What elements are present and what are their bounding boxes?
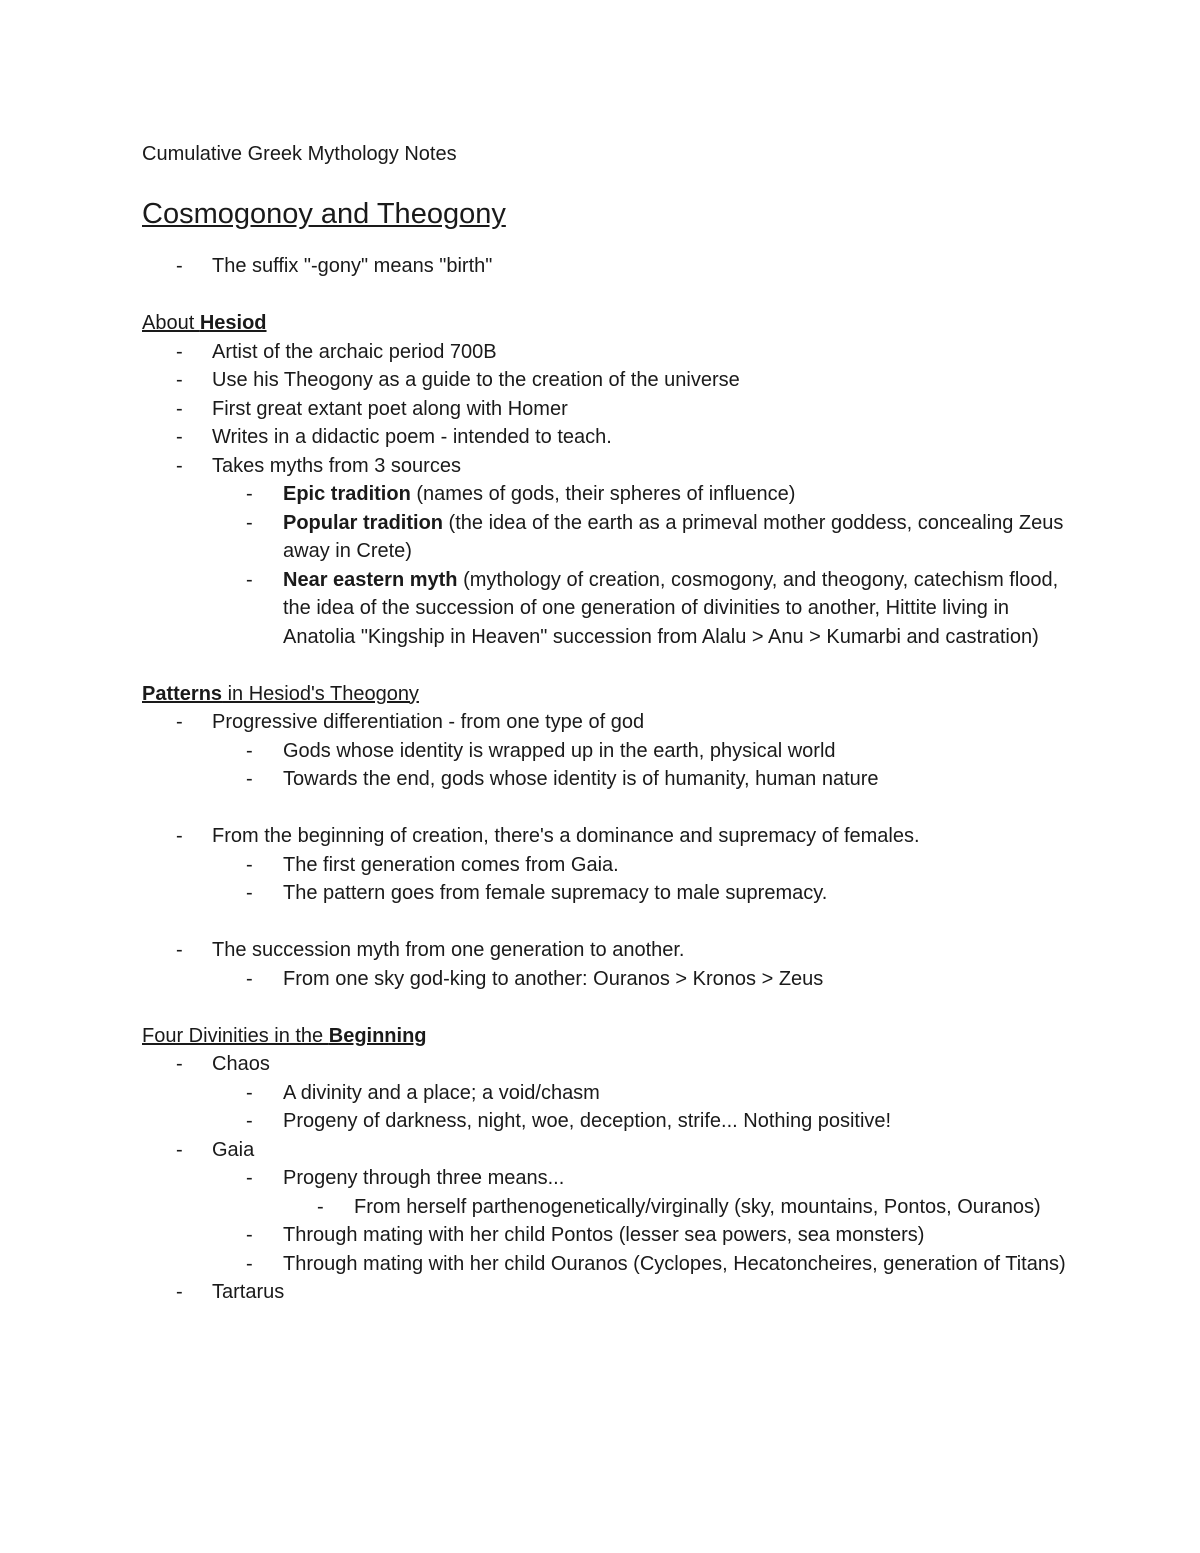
dash-bullet: - bbox=[317, 1195, 324, 1218]
list-item: - Epic tradition (names of gods, their spheres of influence) bbox=[142, 480, 1082, 509]
dash-bullet: - bbox=[176, 397, 183, 420]
document-title: Cumulative Greek Mythology Notes bbox=[142, 143, 457, 165]
dash-bullet: - bbox=[176, 1281, 183, 1303]
list-item: - Takes myths from 3 sources bbox=[142, 452, 1082, 481]
sources-list bbox=[142, 480, 1082, 651]
dash-bullet: - bbox=[176, 340, 183, 363]
section-heading-cosmogony: Cosmogonoy and Theogony bbox=[142, 198, 506, 230]
list-item: - The pattern goes from female supremacy to male supremacy. bbox=[142, 879, 1082, 908]
dash-bullet: - bbox=[176, 825, 183, 847]
list-item: - Use his Theogony as a guide to the creation of the universe bbox=[142, 366, 1082, 395]
dash-bullet: - bbox=[246, 853, 253, 876]
dash-bullet: - bbox=[246, 1167, 253, 1189]
dash-bullet: - bbox=[246, 1110, 253, 1132]
dash-bullet: - bbox=[176, 426, 183, 448]
list-item: - The first generation comes from Gaia. bbox=[142, 851, 1082, 880]
hesiod-list bbox=[142, 338, 1082, 481]
list-item: - From one sky god-king to another: Ouranos > Kronos > Zeus bbox=[142, 965, 1082, 994]
dash-bullet: - bbox=[176, 1053, 183, 1075]
list-item: - Popular tradition (the idea of the earth as a primeval mother goddess, concealing Zeus away in Crete) bbox=[142, 509, 1082, 566]
list-item: - Artist of the archaic period 700B bbox=[142, 338, 1082, 367]
dash-bullet: - bbox=[176, 255, 183, 277]
dash-bullet: - bbox=[176, 454, 183, 477]
list-item: - From the beginning of creation, there's a dominance and supremacy of females. bbox=[142, 822, 1082, 851]
dash-bullet: - bbox=[246, 967, 253, 990]
list-item: - Writes in a didactic poem - intended to teach. bbox=[142, 423, 1082, 452]
intro-list bbox=[142, 252, 1082, 281]
list-item: - Tartarus bbox=[142, 1278, 1082, 1307]
list-item: - Through mating with her child Ouranos (Cyclopes, Hecatoncheires, generation of Titans) bbox=[142, 1250, 1082, 1279]
dash-bullet: - bbox=[246, 739, 253, 762]
dash-bullet: - bbox=[176, 939, 183, 961]
list-item: - Through mating with her child Pontos (lesser sea powers, sea monsters) bbox=[142, 1221, 1082, 1250]
list-item: - A divinity and a place; a void/chasm bbox=[142, 1079, 1082, 1108]
document-page bbox=[142, 140, 1082, 1307]
list-item: - The suffix "-gony" means "birth" bbox=[142, 252, 1082, 281]
list-item: - Progeny through three means... bbox=[142, 1164, 1082, 1193]
list-item: - Gods whose identity is wrapped up in the earth, physical world bbox=[142, 737, 1082, 766]
list-item: - Chaos bbox=[142, 1050, 1082, 1079]
dash-bullet: - bbox=[246, 568, 253, 591]
dash-bullet: - bbox=[246, 768, 253, 790]
dash-bullet: - bbox=[246, 882, 253, 904]
dash-bullet: - bbox=[176, 711, 183, 733]
dash-bullet: - bbox=[246, 1224, 253, 1246]
dash-bullet: - bbox=[176, 1138, 183, 1161]
list-item: - Progeny of darkness, night, woe, deception, strife... Nothing positive! bbox=[142, 1107, 1082, 1136]
list-item: - Progressive differentiation - from one type of god bbox=[142, 708, 1082, 737]
list-item: - From herself parthenogenetically/virginally (sky, mountains, Pontos, Ouranos) bbox=[142, 1193, 1082, 1222]
list-item: - The succession myth from one generation to another. bbox=[142, 936, 1082, 965]
list-item: - Gaia bbox=[142, 1136, 1082, 1165]
section-title-patterns: Patterns in Hesiod's Theogony bbox=[142, 682, 419, 705]
dash-bullet: - bbox=[246, 483, 253, 505]
dash-bullet: - bbox=[246, 511, 253, 534]
section-title-divinities: Four Divinities in the Beginning bbox=[142, 1024, 427, 1047]
section-title-hesiod: About Hesiod bbox=[142, 312, 267, 334]
list-item: - Near eastern myth (mythology of creation, cosmogony, and theogony, catechism flood, the idea of the succession of one generation of divinities to another, Hittite living in Anatolia "Kingship in Heaven" succession from Alalu > Anu > Kumarbi and castration) bbox=[142, 566, 1082, 652]
dash-bullet: - bbox=[246, 1252, 253, 1275]
dash-bullet: - bbox=[176, 369, 183, 391]
dash-bullet: - bbox=[246, 1081, 253, 1104]
list-item: - First great extant poet along with Homer bbox=[142, 395, 1082, 424]
list-item: - Towards the end, gods whose identity is of humanity, human nature bbox=[142, 765, 1082, 794]
